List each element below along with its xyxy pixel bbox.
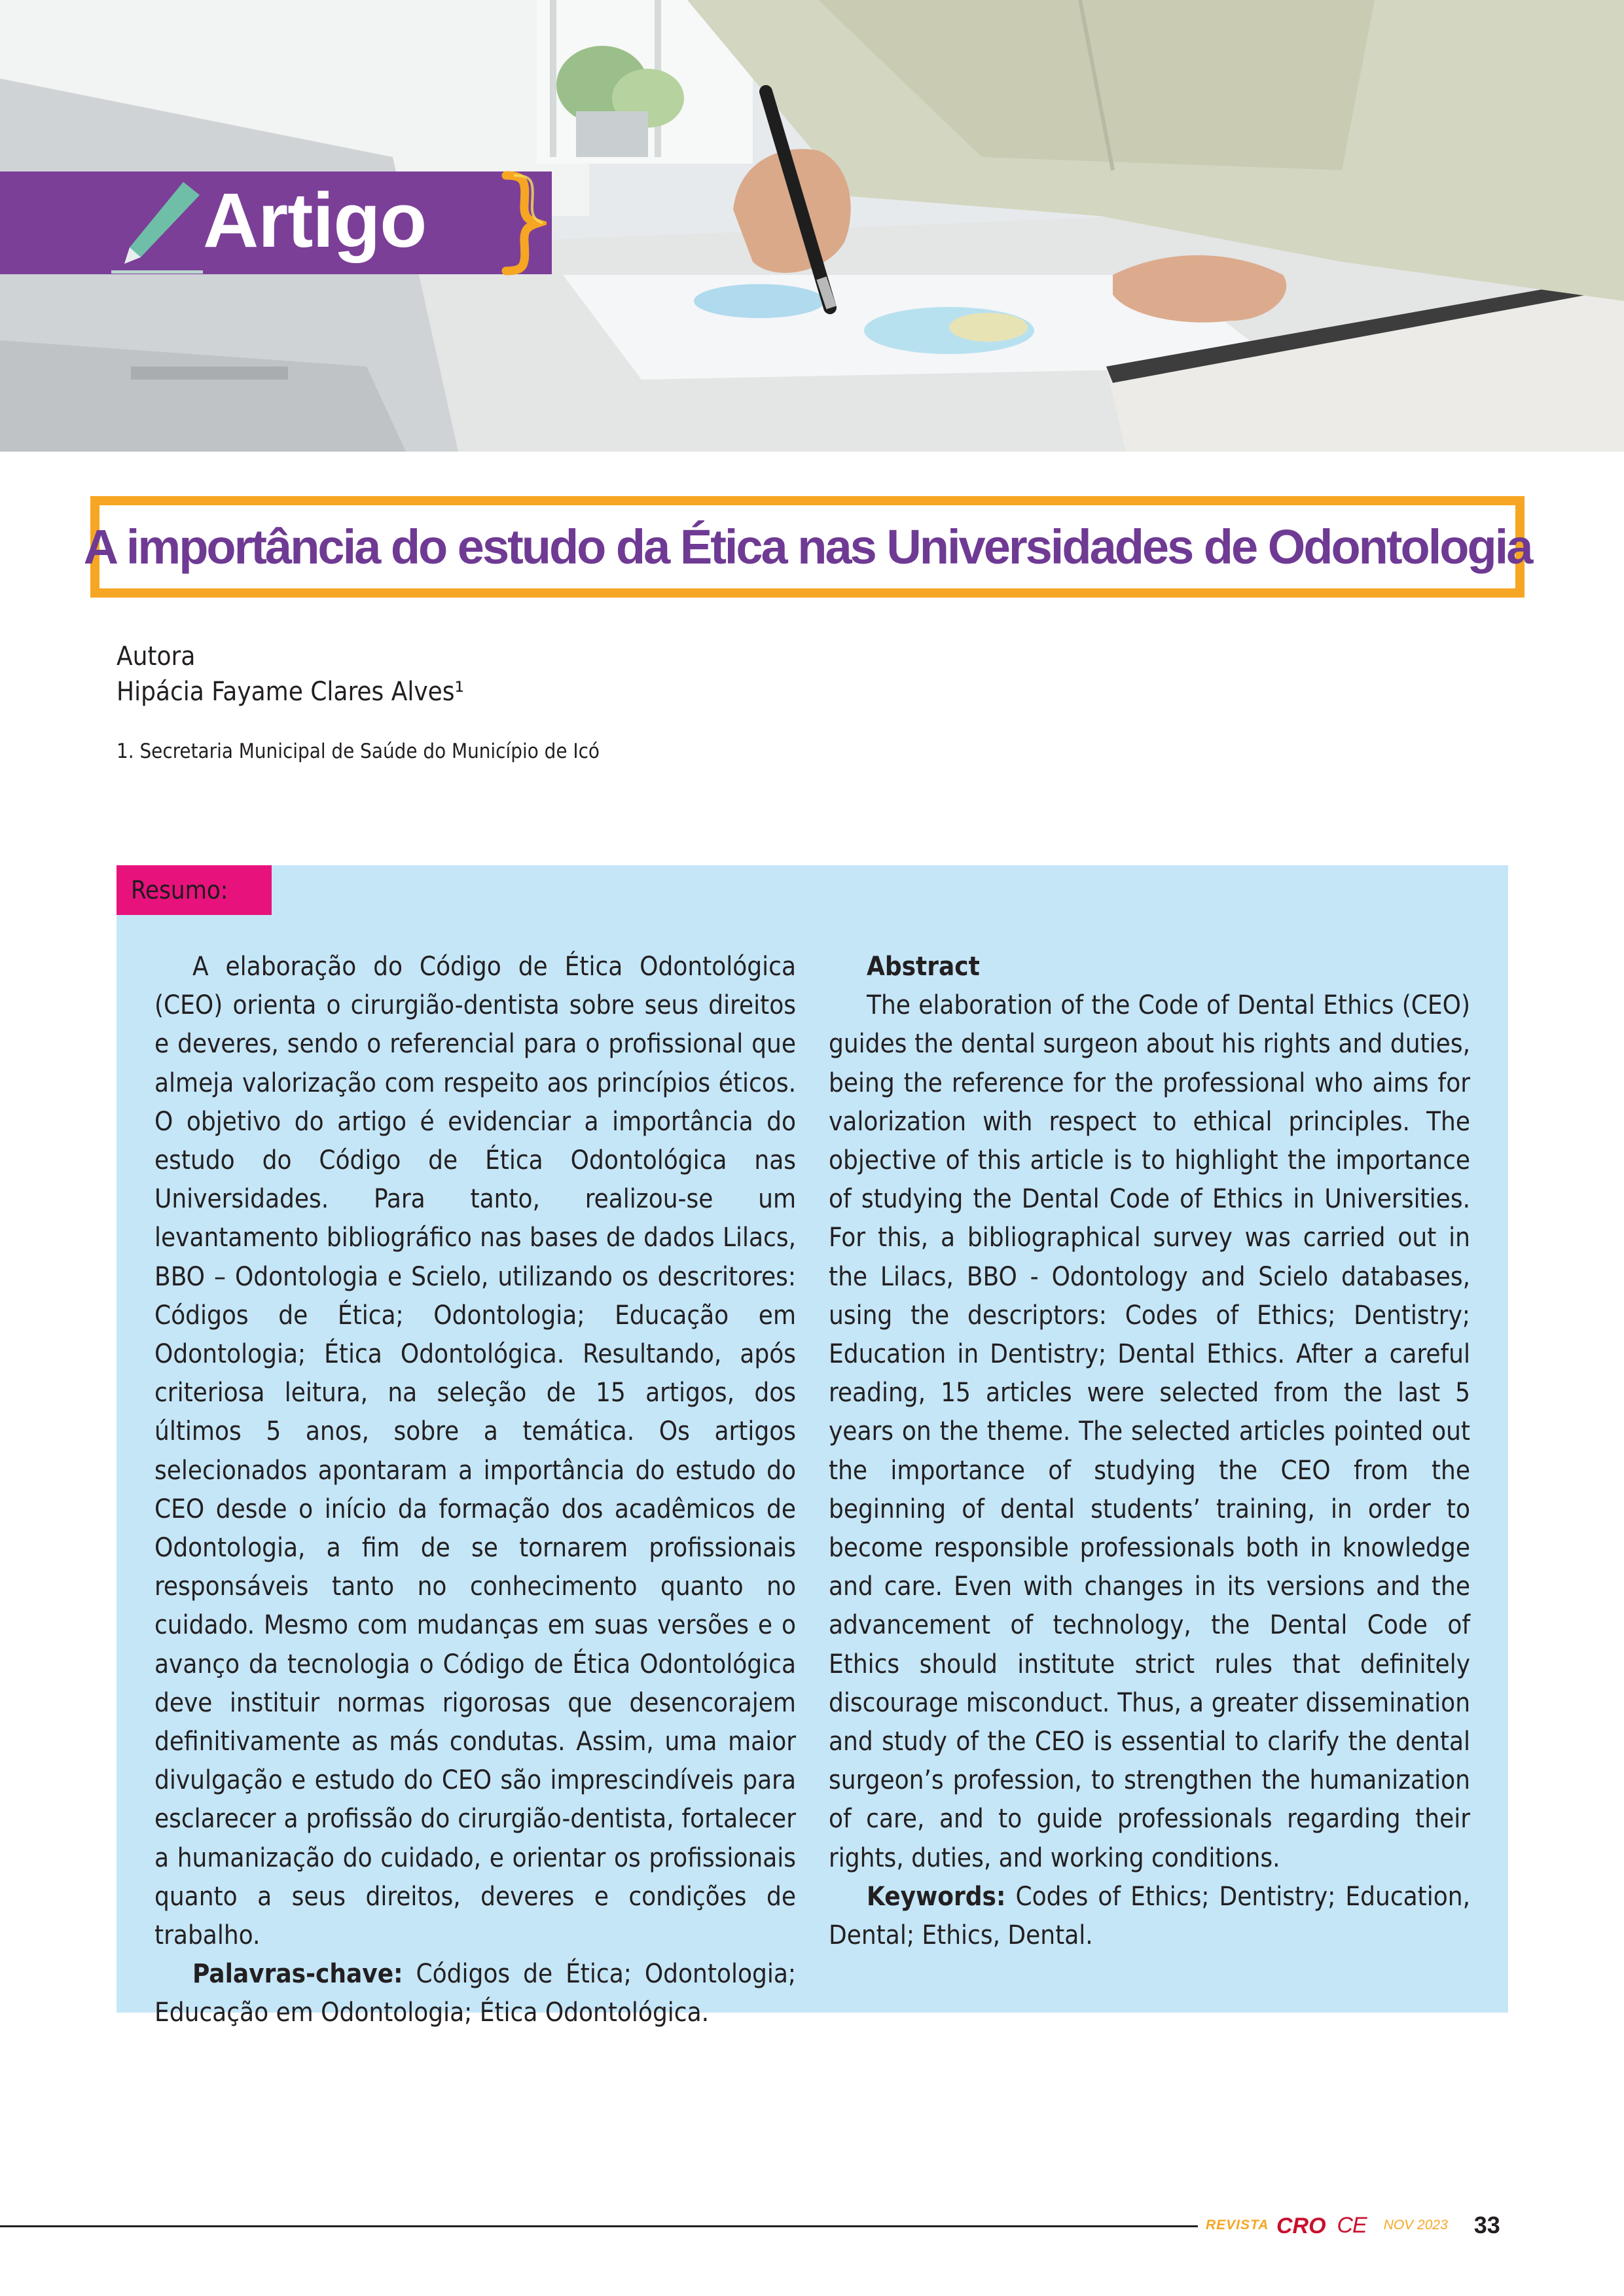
keywords-paragraph xyxy=(829,1878,1470,1955)
palavras-chave-text: Códigos de Ética; Odontologia; Educação em Odontologia; Ética Odontológica. xyxy=(154,1959,796,2028)
abstract-column xyxy=(829,948,1470,1955)
palavras-chave-paragraph xyxy=(154,1955,796,2032)
keywords-text: Codes of Ethics; Dentistry; Education, Dental; Ethics, Dental. xyxy=(829,1881,1471,1951)
cro-logo-mark xyxy=(1275,2212,1333,2238)
resumo-tag: Resumo: xyxy=(117,865,272,915)
author-name: Hipácia Fayame Clares Alves¹ xyxy=(117,677,464,707)
footer-issue: NOV 2023 xyxy=(1383,2217,1448,2233)
keywords-label: Keywords: xyxy=(867,1881,1006,1912)
article-title: A importância do estudo da Ética nas Universidades de Odontologia xyxy=(83,520,1532,574)
resumo-text: A elaboração do Código de Ética Odontológica (CEO) orienta o cirurgião-dentista sobre seus direitos e deveres, sendo o referencial para o profissional que almeja valorização com respeito aos princípios éticos. O objetivo do artigo é evidenciar a importância do estudo do Código de Ética Odontológica nas Universidades. Para tanto, realizou-se um levantamento bibliográfico nas bases de dados Lilacs, BBO – Odontologia e Scielo, utilizando os descritores: Códigos de Ética; Odontologia; Educação em Odontologia; Ética Odontológica. Resultando, após criteriosa leitura, na seleção de 15 artigos, dos últimos 5 anos, sobre a temática. Os artigos selecionados apontaram a importância do estudo do CEO desde o início da formação dos acadêmicos de Odontologia, a fim de se tornarem profissionais responsáveis tanto no conhecimento quanto no cuidado. Mesmo com mudanças em suas versões e o avanço da tecnologia o Código de Ética Odontológica deve instituir normas rigorosas que desencorajem definitivamente as más condutas. Assim, uma maior divulgação e estudo do CEO são imprescindíveis para esclarecer a profissão do cirurgião-dentista, fortalecer a humanização do cuidado, e orientar os profissionais quanto a seus direitos, deveres e condições de trabalho. xyxy=(154,952,796,1951)
footer xyxy=(1206,2208,1500,2242)
author-block xyxy=(117,639,464,709)
footer-state: CE xyxy=(1337,2212,1367,2238)
brace-icon xyxy=(494,169,547,278)
cro-logo xyxy=(1275,2212,1333,2238)
palavras-chave-label: Palavras-chave: xyxy=(192,1959,403,1990)
title-frame xyxy=(83,496,1532,598)
author-affiliation: 1. Secretaria Municipal de Saúde do Município de Icó xyxy=(117,740,600,763)
author-role: Autora xyxy=(117,641,196,672)
page-number: 33 xyxy=(1473,2212,1500,2238)
abstract-heading: Abstract xyxy=(867,952,980,982)
footer-revista: REVISTA xyxy=(1206,2217,1269,2233)
resumo-column xyxy=(154,948,796,2033)
cro-logo-text: CRO xyxy=(1276,2214,1327,2238)
section-label: Artigo xyxy=(203,177,427,264)
pen-icon xyxy=(111,175,203,274)
footer-rule xyxy=(0,2225,1198,2227)
abstract-text: The elaboration of the Code of Dental Ethics (CEO) guides the dental surgeon about his rights and duties, being the reference for the professional who aims for valorization with respect to ethical principles. The objective of this article is to highlight the importance of studying the Dental Code of Ethics in Universities. For this, a bibliographical survey was carried out in the Lilacs, BBO - Odontology and Scielo databases, using the descriptors: Codes of Ethics; Dentistry; Education in Dentistry; Dental Ethics. After a careful reading, 15 articles were selected from the last 5 years on the theme. The selected articles pointed out the importance of studying the CEO from the beginning of dental students’ training, in order to become responsible professionals both in knowledge and care. Even with changes in its versions and the advancement of technology, the Dental Code of Ethics should institute strict rules that definitely discourage misconduct. Thus, a greater dissemination and study of the CEO is essential to clarify the dental surgeon’s profession, to strengthen the humanization of care, and to guide professionals regarding their rights, duties, and working conditions. xyxy=(829,990,1470,1873)
